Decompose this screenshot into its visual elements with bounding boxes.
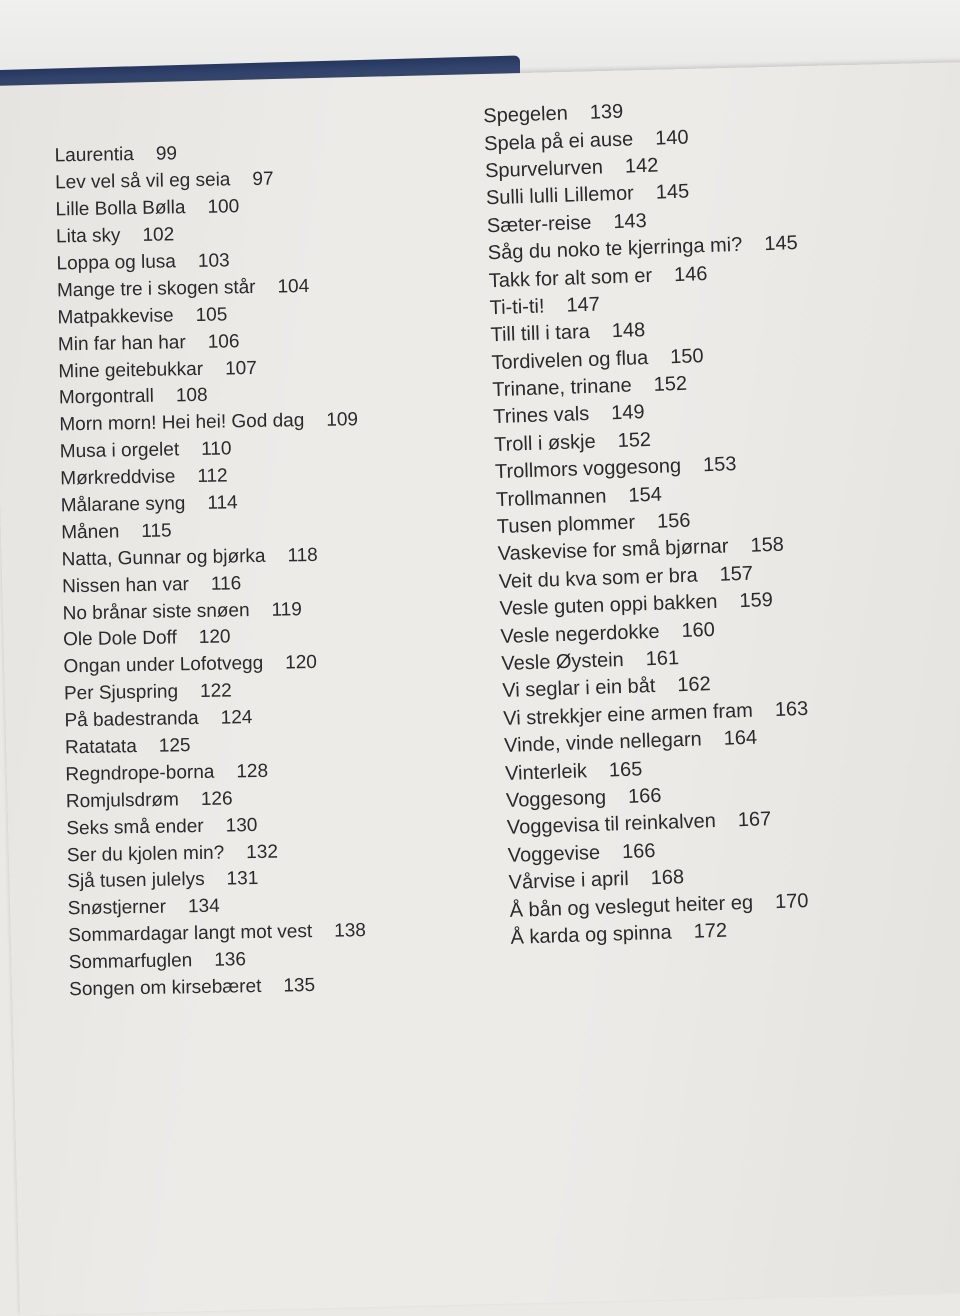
entry-title: Ti-ti-ti!	[489, 295, 545, 320]
entry-page-number: 163	[774, 697, 809, 721]
entry-page-number: 128	[236, 760, 269, 783]
entry-title: Sommardagar langt mot vest	[68, 921, 313, 947]
entry-page-number: 125	[158, 735, 191, 757]
entry-title: Veit du kva som er bra	[498, 564, 698, 593]
entry-page-number: 122	[199, 680, 232, 703]
entry-page-number: 132	[246, 841, 279, 863]
entry-title: Ser du kjolen min?	[66, 842, 225, 866]
entry-page-number: 131	[226, 868, 259, 891]
entry-page-number: 106	[207, 330, 240, 353]
entry-page-number: 153	[702, 453, 737, 477]
entry-page-number: 159	[739, 589, 774, 613]
entry-title: På badestranda	[64, 708, 199, 732]
entry-title: Loppa og lusa	[56, 251, 177, 275]
entry-title: Vesle negerdokke	[500, 620, 660, 648]
entry-title: Romjulsdrøm	[65, 789, 180, 813]
entry-page-number: 105	[195, 304, 228, 326]
entry-title: Vi strekkjer eine armen fram	[502, 699, 754, 730]
entry-page-number: 154	[628, 483, 663, 507]
entry-page-number: 168	[650, 866, 685, 890]
entry-page-number: 166	[621, 839, 656, 863]
entry-page-number: 138	[333, 920, 367, 942]
entry-title: Vårvise i april	[508, 868, 630, 895]
entry-page-number: 116	[210, 572, 242, 595]
entry-page-number: 124	[220, 707, 253, 729]
entry-title: Voggesong	[505, 786, 607, 812]
entry-page-number: 158	[750, 534, 785, 558]
entry-title: Mange tre i skogen står	[56, 276, 256, 302]
entry-page-number: 166	[627, 784, 662, 808]
entry-title: Mørkreddvise	[60, 466, 176, 490]
entry-title: Per Sjuspring	[63, 681, 179, 705]
entry-title: Å karda og spinna	[510, 921, 673, 949]
entry-page-number: 149	[610, 401, 645, 425]
entry-title: Lille Bolla Bølla	[55, 197, 186, 221]
entry-page-number: 146	[673, 262, 708, 286]
entry-page-number: 109	[326, 409, 359, 432]
entry-title: Troll i øskje	[493, 430, 596, 457]
entry-title: Trinane, trinane	[492, 374, 633, 402]
index-entry	[69, 972, 368, 1004]
entry-title: Spegelen	[482, 102, 569, 128]
entry-title: Sæter-reise	[486, 211, 592, 238]
entry-page-number: 143	[612, 209, 648, 233]
entry-page-number: 120	[285, 652, 318, 674]
entry-page-number: 100	[207, 196, 240, 218]
entry-page-number: 102	[142, 224, 175, 246]
entry-title: Tusen plommer	[496, 511, 636, 539]
entry-title: Natta, Gunnar og bjørka	[61, 545, 266, 571]
entry-title: Sjå tusen julelys	[67, 869, 205, 893]
entry-page-number: 118	[287, 544, 318, 567]
entry-page-number: 130	[225, 814, 258, 837]
entry-title: Trines vals	[492, 403, 590, 429]
entry-title: Ole Dole Doff	[62, 627, 177, 651]
entry-page-number: 119	[271, 598, 302, 621]
entry-page-number: 162	[676, 673, 712, 697]
entry-page-number: 150	[669, 344, 704, 368]
entry-page-number: 99	[155, 143, 178, 166]
entry-page-number: 107	[224, 357, 257, 380]
entry-title: Regndrope-borna	[65, 761, 215, 786]
entry-page-number: 156	[656, 509, 691, 533]
entry-title: Musa i orgelet	[59, 439, 180, 463]
entry-title: Spela på ei ause	[483, 127, 634, 155]
entry-title: Voggevise	[507, 841, 601, 867]
entry-page-number: 97	[252, 168, 274, 191]
entry-title: Takk for alt som er	[488, 264, 653, 292]
entry-title: Morgontrall	[58, 386, 155, 409]
entry-title: Min far han har	[57, 331, 186, 356]
entry-page-number: 164	[723, 726, 758, 750]
entry-title: Vesle guten oppi bakken	[499, 591, 718, 621]
entry-page-number: 134	[187, 896, 220, 918]
index-column-left	[54, 138, 368, 1004]
entry-page-number: 145	[763, 232, 799, 256]
entry-page-number: 115	[141, 520, 172, 542]
entry-title: No brånar siste snøen	[62, 599, 250, 624]
entry-page-number: 104	[277, 275, 310, 298]
entry-title: Nissen han var	[61, 573, 190, 598]
book-page	[0, 62, 960, 1316]
entry-title: Voggevisa til reinkalven	[506, 810, 717, 840]
entry-page-number: 167	[737, 808, 772, 832]
entry-title: Målarane syng	[60, 493, 186, 517]
entry-title: Såg du noko te kjerringa mi?	[487, 233, 743, 265]
index-column-right	[483, 93, 821, 952]
entry-page-number: 170	[774, 889, 809, 913]
entry-page-number: 145	[655, 180, 690, 205]
entry-page-number: 152	[617, 428, 652, 452]
entry-title: Songen om kirsebæret	[69, 975, 262, 1001]
entry-title: Trollmors voggesong	[494, 455, 682, 484]
entry-title: Laurentia	[54, 144, 135, 167]
entry-page-number: 152	[653, 372, 688, 396]
entry-page-number: 147	[566, 293, 601, 317]
entry-page-number: 140	[654, 126, 689, 150]
entry-title: Matpakkevise	[57, 305, 174, 329]
entry-title: Vinterleik	[504, 759, 588, 785]
entry-title: Tordivelen og flua	[491, 346, 649, 374]
entry-page-number: 160	[681, 618, 716, 642]
entry-title: Å bån og veslegut heiter eg	[509, 891, 754, 922]
entry-title: Ratatata	[64, 736, 137, 759]
entry-title: Mine geitebukkar	[58, 358, 204, 382]
entry-title: Vinde, vinde nellegarn	[503, 728, 703, 758]
entry-page-number: 142	[624, 154, 659, 178]
entry-page-number: 120	[198, 626, 231, 649]
entry-title: Morn morn! Hei hei! God dag	[59, 410, 305, 436]
entry-page-number: 157	[719, 562, 754, 586]
entry-page-number: 139	[589, 100, 624, 124]
entry-page-number: 165	[608, 757, 643, 782]
entry-title: Snøstjerner	[67, 896, 167, 920]
entry-page-number: 110	[200, 438, 232, 461]
entry-page-number: 112	[197, 465, 228, 488]
entry-title: Seks små ender	[66, 815, 204, 840]
entry-page-number: 103	[197, 250, 230, 272]
entry-title: Ongan under Lofotvegg	[63, 653, 264, 678]
entry-title: Månen	[61, 521, 120, 544]
entry-title: Lita sky	[55, 225, 121, 248]
entry-page-number: 114	[207, 492, 238, 514]
entry-title: Lev vel så vil eg seia	[54, 169, 231, 194]
entry-title: Vesle Øystein	[501, 648, 625, 676]
entry-title: Vaskevise for små bjørnar	[497, 535, 729, 566]
entry-page-number: 135	[283, 975, 316, 997]
entry-page-number: 126	[200, 788, 233, 810]
entry-title: Vi seglar i ein båt	[502, 675, 656, 703]
entry-page-number: 161	[645, 647, 680, 671]
entry-title: Sulli lulli Lillemor	[485, 182, 635, 210]
entry-title: Spurvelurven	[484, 156, 604, 183]
entry-title: Trollmannen	[495, 485, 607, 511]
entry-page-number: 136	[214, 949, 247, 971]
entry-page-number: 172	[693, 919, 728, 943]
entry-title: Till till i tara	[490, 321, 591, 347]
entry-title: Sommarfuglen	[68, 950, 193, 974]
entry-page-number: 108	[175, 385, 208, 407]
entry-page-number: 148	[611, 319, 646, 343]
